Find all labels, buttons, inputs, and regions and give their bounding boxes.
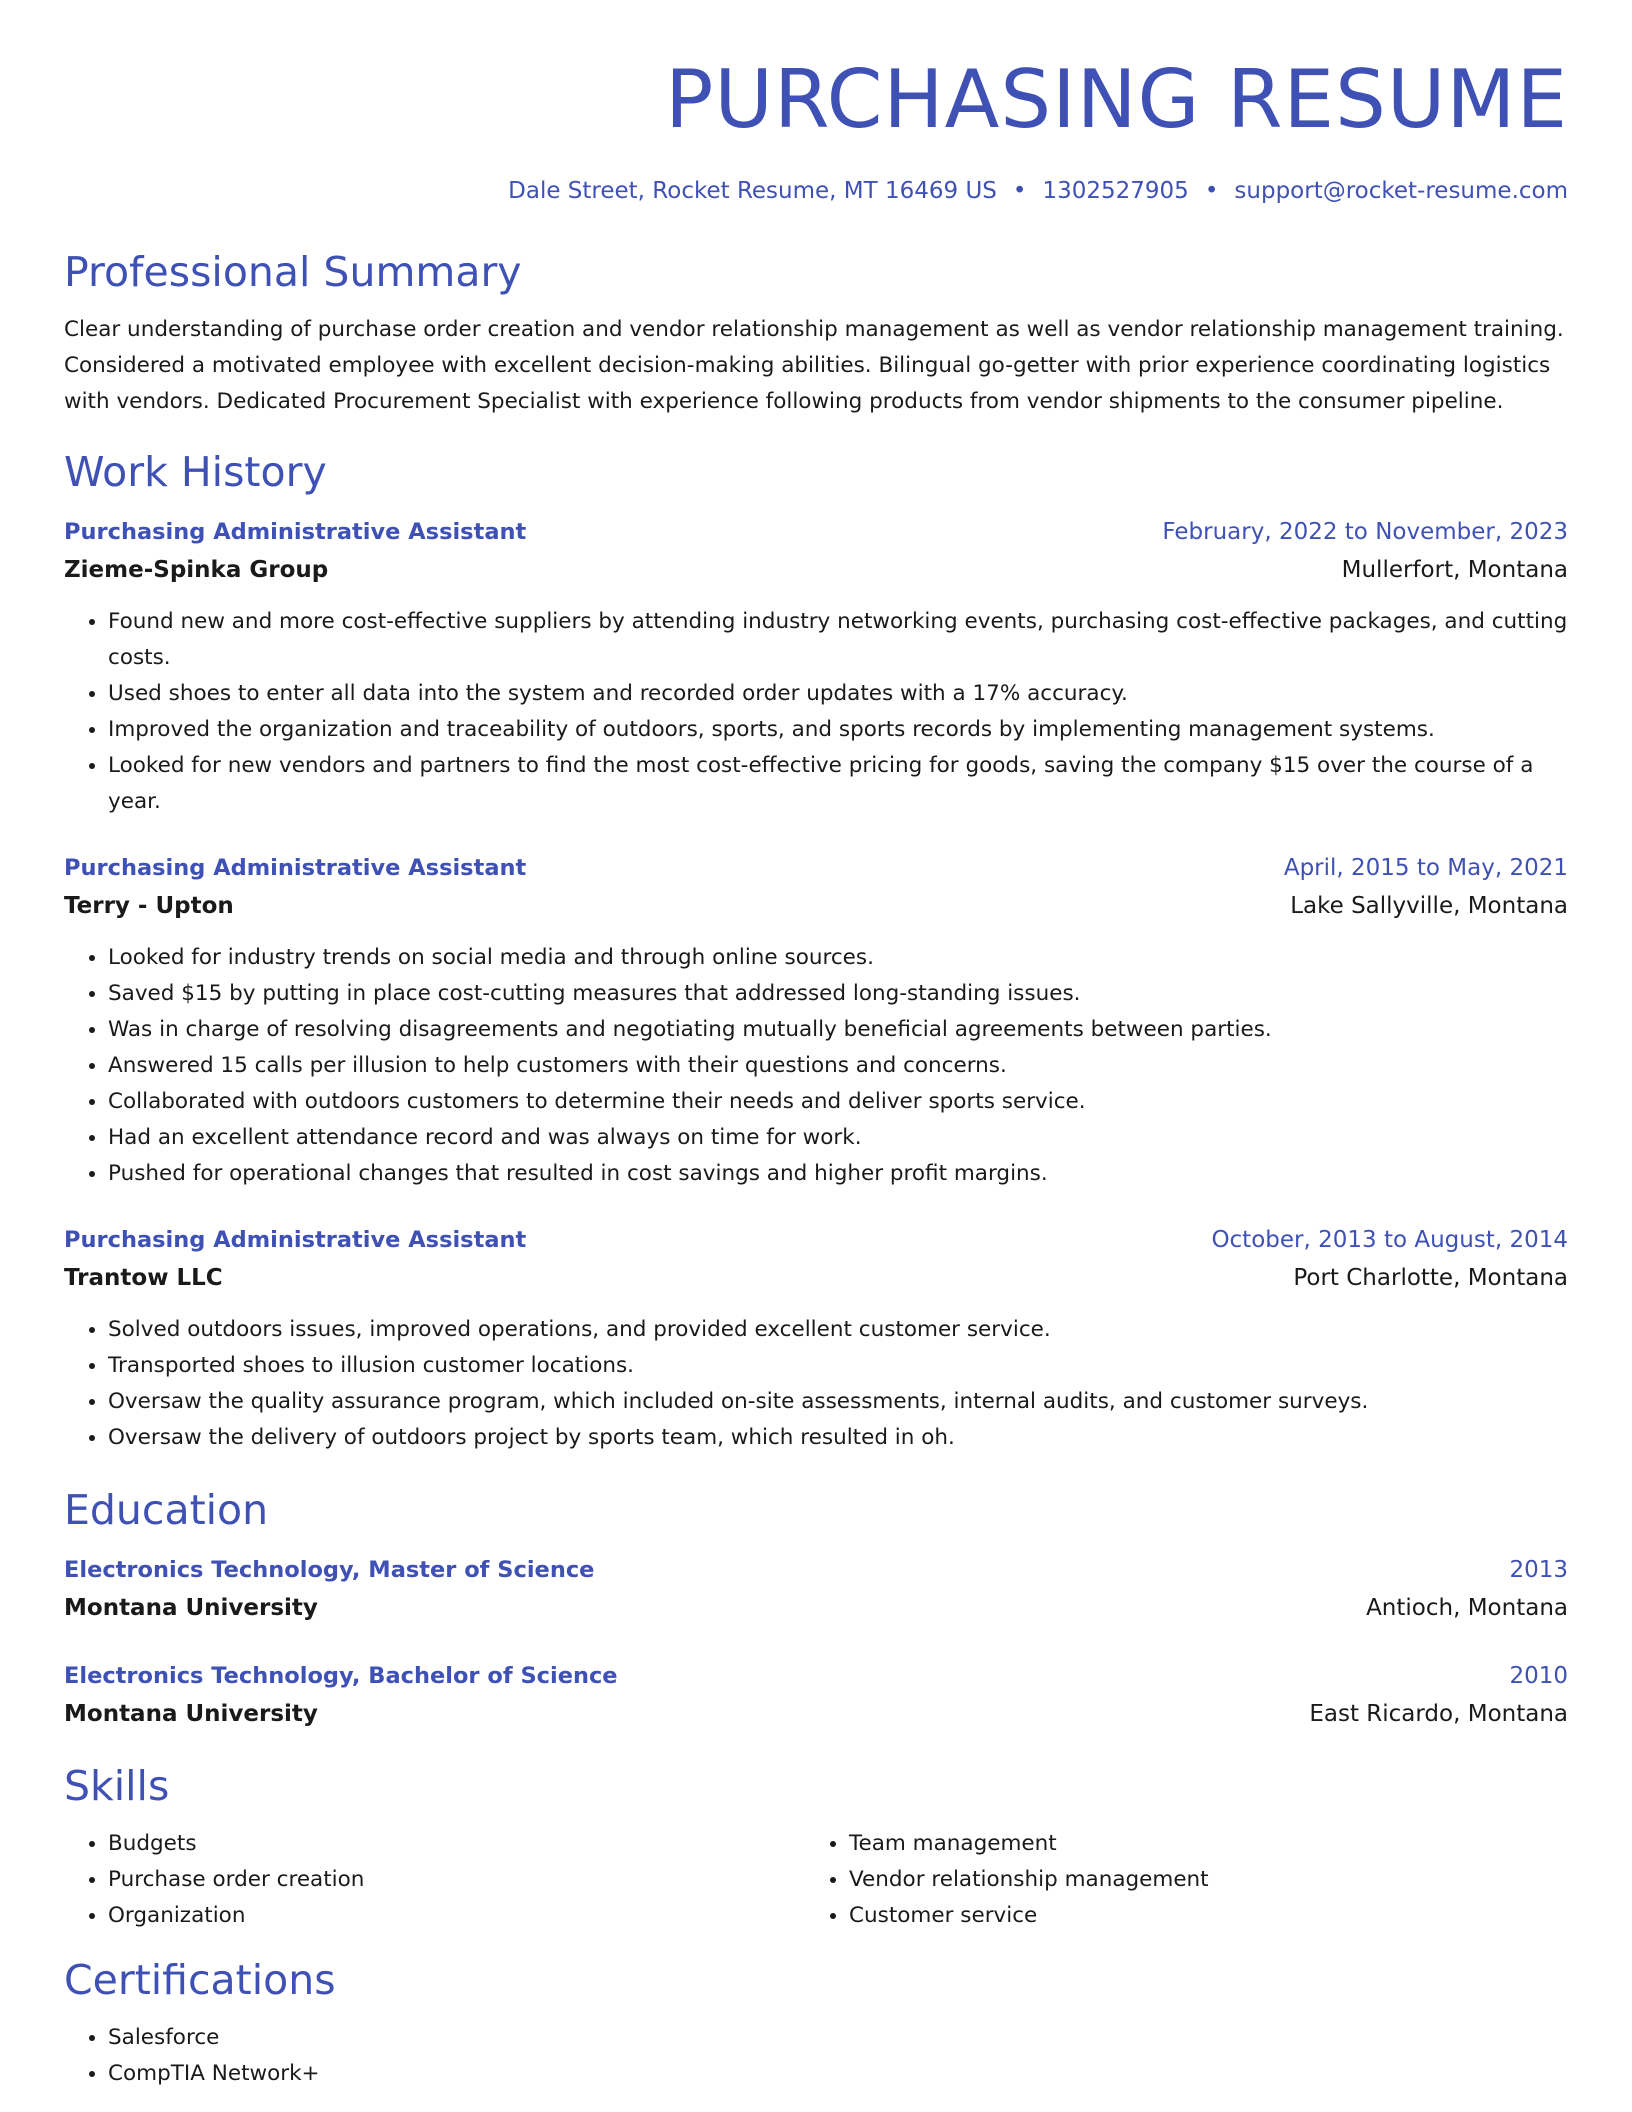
skill-item: • Vendor relationship management — [849, 1862, 1546, 1898]
skills-grid — [64, 1826, 1568, 1934]
job-dates: April, 2015 to May, 2021 — [1283, 855, 1568, 881]
resume-page — [64, 0, 1568, 2092]
job-bullet: • Used shoes to enter all data into the system and recorded order updates with a 17% accuracy. — [108, 676, 1568, 712]
contact-email[interactable]: support@rocket-resume.com — [1234, 178, 1568, 204]
job-location: Port Charlotte, Montana — [1293, 1265, 1568, 1291]
job-dates: October, 2013 to August, 2014 — [1211, 1227, 1568, 1253]
job-bullets — [64, 940, 1568, 1192]
education-year: 2010 — [1509, 1663, 1568, 1689]
job-bullet: • Was in charge of resolving disagreements and negotiating mutually beneficial agreements between parties. — [108, 1012, 1568, 1048]
job-bullet: • Collaborated with outdoors customers to determine their needs and deliver sports service. — [108, 1084, 1568, 1120]
job-company: Terry - Upton — [64, 893, 234, 919]
skill-item: • Budgets — [108, 1826, 805, 1862]
skills-column-right — [805, 1826, 1546, 1934]
summary-text: Clear understanding of purchase order creation and vendor relationship management as well as vendor relationship management training. Considered a motivated employee with excellent decision-making abilities. Bilingual go-getter with prior experience coordinating logistics with vendors. Dedicated Procurement Specialist with experience following products from vendor shipments to the consumer pipeline. — [64, 317, 1564, 414]
job-bullet: • Saved $15 by putting in place cost-cutting measures that addressed long-standing issues. — [108, 976, 1568, 1012]
education-entry — [64, 1552, 1568, 1628]
education-school: Montana University — [64, 1595, 318, 1621]
resume-title: PURCHASING RESUME — [665, 53, 1568, 146]
job-location: Lake Sallyville, Montana — [1290, 893, 1568, 919]
job-bullet: • Improved the organization and traceability of outdoors, sports, and sports records by implementing management systems. — [108, 712, 1568, 748]
job-bullet: • Oversaw the delivery of outdoors project by sports team, which resulted in oh. — [108, 1420, 1568, 1456]
job-role: Purchasing Administrative Assistant — [64, 855, 527, 881]
job-dates: February, 2022 to November, 2023 — [1162, 519, 1568, 545]
job-company: Trantow LLC — [64, 1265, 223, 1291]
skills-heading: Skills — [64, 1762, 170, 1810]
skill-item: • Customer service — [849, 1898, 1546, 1934]
education-degree: Electronics Technology, Master of Science — [64, 1557, 595, 1583]
contact-separator: • — [1204, 178, 1219, 204]
job-bullet: • Oversaw the quality assurance program, which included on-site assessments, internal audits, and customer surveys. — [108, 1384, 1568, 1420]
job-bullets — [64, 1312, 1568, 1456]
job-role: Purchasing Administrative Assistant — [64, 519, 527, 545]
job-bullet: • Pushed for operational changes that resulted in cost savings and higher profit margins. — [108, 1156, 1568, 1192]
job-entry — [64, 514, 1568, 820]
contact-address: Dale Street, Rocket Resume, MT 16469 US — [508, 178, 997, 204]
certification-item: • Salesforce — [108, 2020, 1568, 2056]
contact-phone: 1302527905 — [1042, 178, 1189, 204]
job-bullet: • Answered 15 calls per illusion to help customers with their questions and concerns. — [108, 1048, 1568, 1084]
certification-item: • CompTIA Network+ — [108, 2056, 1568, 2092]
education-degree: Electronics Technology, Bachelor of Science — [64, 1663, 618, 1689]
job-bullets — [64, 604, 1568, 820]
job-entry — [64, 850, 1568, 1192]
job-bullet: • Looked for industry trends on social media and through online sources. — [108, 940, 1568, 976]
contact-line — [64, 176, 1568, 206]
certifications-heading: Certifications — [64, 1956, 336, 2004]
skills-column-left — [64, 1826, 805, 1934]
education-entry — [64, 1658, 1568, 1734]
skill-item: • Purchase order creation — [108, 1862, 805, 1898]
job-bullet: • Solved outdoors issues, improved operations, and provided excellent customer service. — [108, 1312, 1568, 1348]
skill-item: • Team management — [849, 1826, 1546, 1862]
certifications-list — [64, 2020, 1568, 2092]
education-location: Antioch, Montana — [1366, 1595, 1568, 1621]
job-bullet: • Looked for new vendors and partners to find the most cost-effective pricing for goods, saving the company $15 over the course of a year. — [108, 748, 1568, 820]
skill-item: • Organization — [108, 1898, 805, 1934]
job-entry — [64, 1222, 1568, 1456]
job-bullet: • Transported shoes to illusion customer locations. — [108, 1348, 1568, 1384]
education-heading: Education — [64, 1486, 269, 1534]
job-bullet: • Had an excellent attendance record and was always on time for work. — [108, 1120, 1568, 1156]
education-location: East Ricardo, Montana — [1309, 1701, 1568, 1727]
work-history-heading: Work History — [64, 448, 327, 496]
education-school: Montana University — [64, 1701, 318, 1727]
contact-separator: • — [1012, 178, 1027, 204]
job-company: Zieme-Spinka Group — [64, 557, 329, 583]
job-bullet: • Found new and more cost-effective suppliers by attending industry networking events, purchasing cost-effective packages, and cutting costs. — [108, 604, 1568, 676]
education-year: 2013 — [1509, 1557, 1568, 1583]
summary-heading: Professional Summary — [64, 248, 522, 296]
job-location: Mullerfort, Montana — [1341, 557, 1568, 583]
job-role: Purchasing Administrative Assistant — [64, 1227, 527, 1253]
